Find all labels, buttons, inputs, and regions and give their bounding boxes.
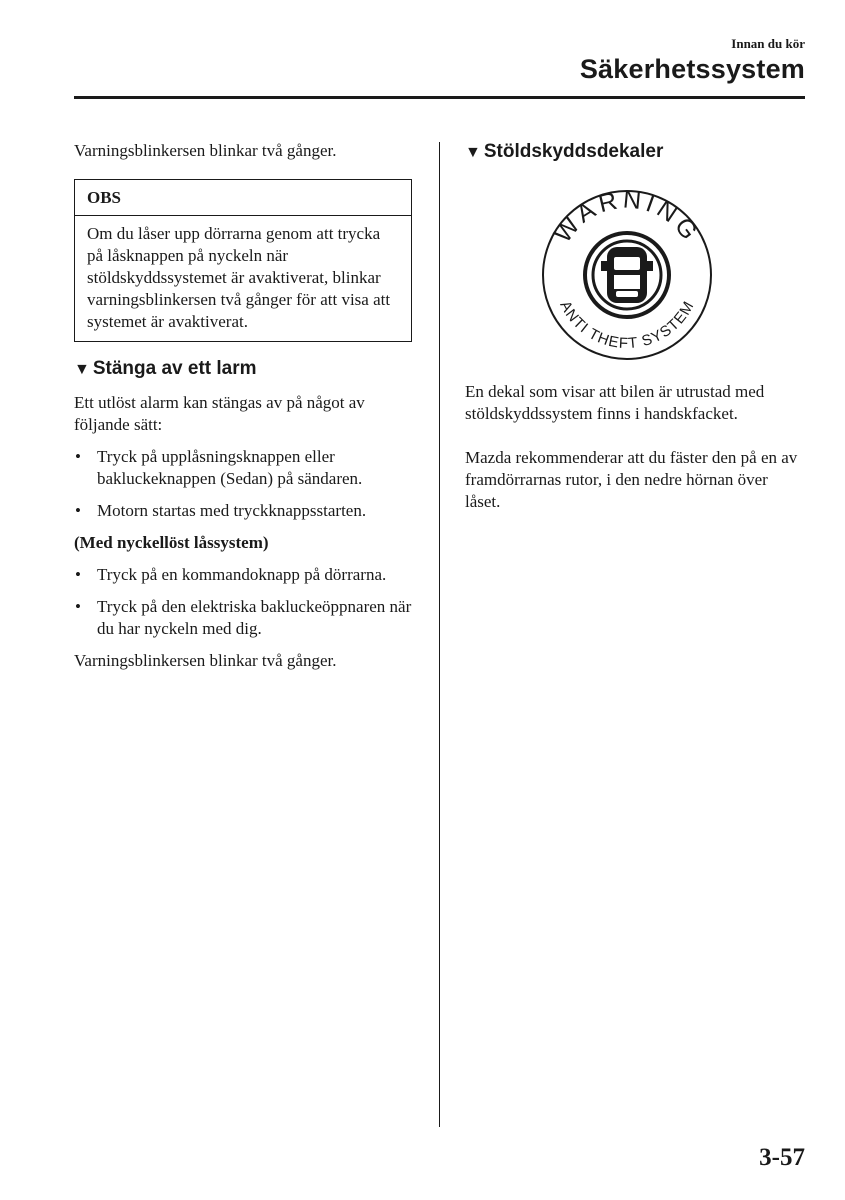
- list-item: [74, 500, 419, 522]
- page-number: 3-57: [759, 1144, 805, 1171]
- left-column: [74, 140, 419, 672]
- note-box: [74, 179, 412, 342]
- section-heading-stickers: [465, 140, 805, 165]
- sticker-description: En dekal som visar att bilen är utrustad med stöldskyddssystem finns i handskfacket.: [465, 382, 765, 423]
- list-item-text: Tryck på en kommandoknapp på dörrarna.: [97, 565, 387, 584]
- right-column: [465, 140, 805, 513]
- section-intro: Ett utlöst alarm kan stängas av på något av följande sätt:: [74, 393, 365, 434]
- bullet-list: [74, 446, 419, 522]
- sticker-system-text: ANTI THEFT SYSTEM: [556, 297, 698, 353]
- note-body: Om du låser upp dörrarna genom att trycka på låsknappen på nyckeln när stöldskyddssystemet är avaktiverat, blinkar varningsblinkersen två gånger för att visa att systemet är avaktiverat.: [87, 224, 391, 331]
- list-item-text: Tryck på den elektriska bakluckeöppnaren när du har nyckeln med dig.: [97, 597, 412, 638]
- section-heading-text: Stöldskyddsdekaler: [483, 141, 664, 162]
- car-alarm-icon: [585, 233, 669, 317]
- subheading-keyless: (Med nyckellöst låssystem): [74, 533, 269, 552]
- bullet-list-keyless: [74, 564, 419, 640]
- column-divider: [439, 142, 440, 1127]
- page-title: Säkerhetssystem: [579, 54, 805, 84]
- bullet-icon: •: [75, 597, 81, 616]
- list-item-text: Motorn startas med tryckknappsstarten.: [97, 501, 367, 520]
- chapter-label: Innan du kör: [731, 36, 805, 51]
- bullet-icon: •: [75, 501, 81, 520]
- bullet-icon: •: [75, 565, 81, 584]
- header-divider: [74, 96, 805, 99]
- list-item: [74, 446, 419, 490]
- list-item: [74, 596, 419, 640]
- list-item: [74, 564, 419, 586]
- intro-text: Varningsblinkersen blinkar två gånger.: [74, 141, 337, 160]
- triangle-marker-icon: ▼: [74, 361, 90, 378]
- list-item-text: Tryck på upplåsningsknappen eller bakluckeknappen (Sedan) på sändaren.: [97, 447, 363, 488]
- anti-theft-sticker: [542, 183, 712, 361]
- section-heading-alarm: [74, 357, 419, 382]
- sticker-warning-text: WARNING: [548, 185, 706, 248]
- sticker-recommendation: Mazda rekommenderar att du fäster den på en av framdörrarnas rutor, i den nedre hörnan över låset.: [465, 448, 798, 511]
- note-title: OBS: [75, 180, 411, 216]
- bullet-icon: •: [75, 447, 81, 466]
- triangle-marker-icon: ▼: [465, 144, 481, 161]
- outro-text: Varningsblinkersen blinkar två gånger.: [74, 651, 337, 670]
- section-heading-text: Stänga av ett larm: [92, 358, 257, 379]
